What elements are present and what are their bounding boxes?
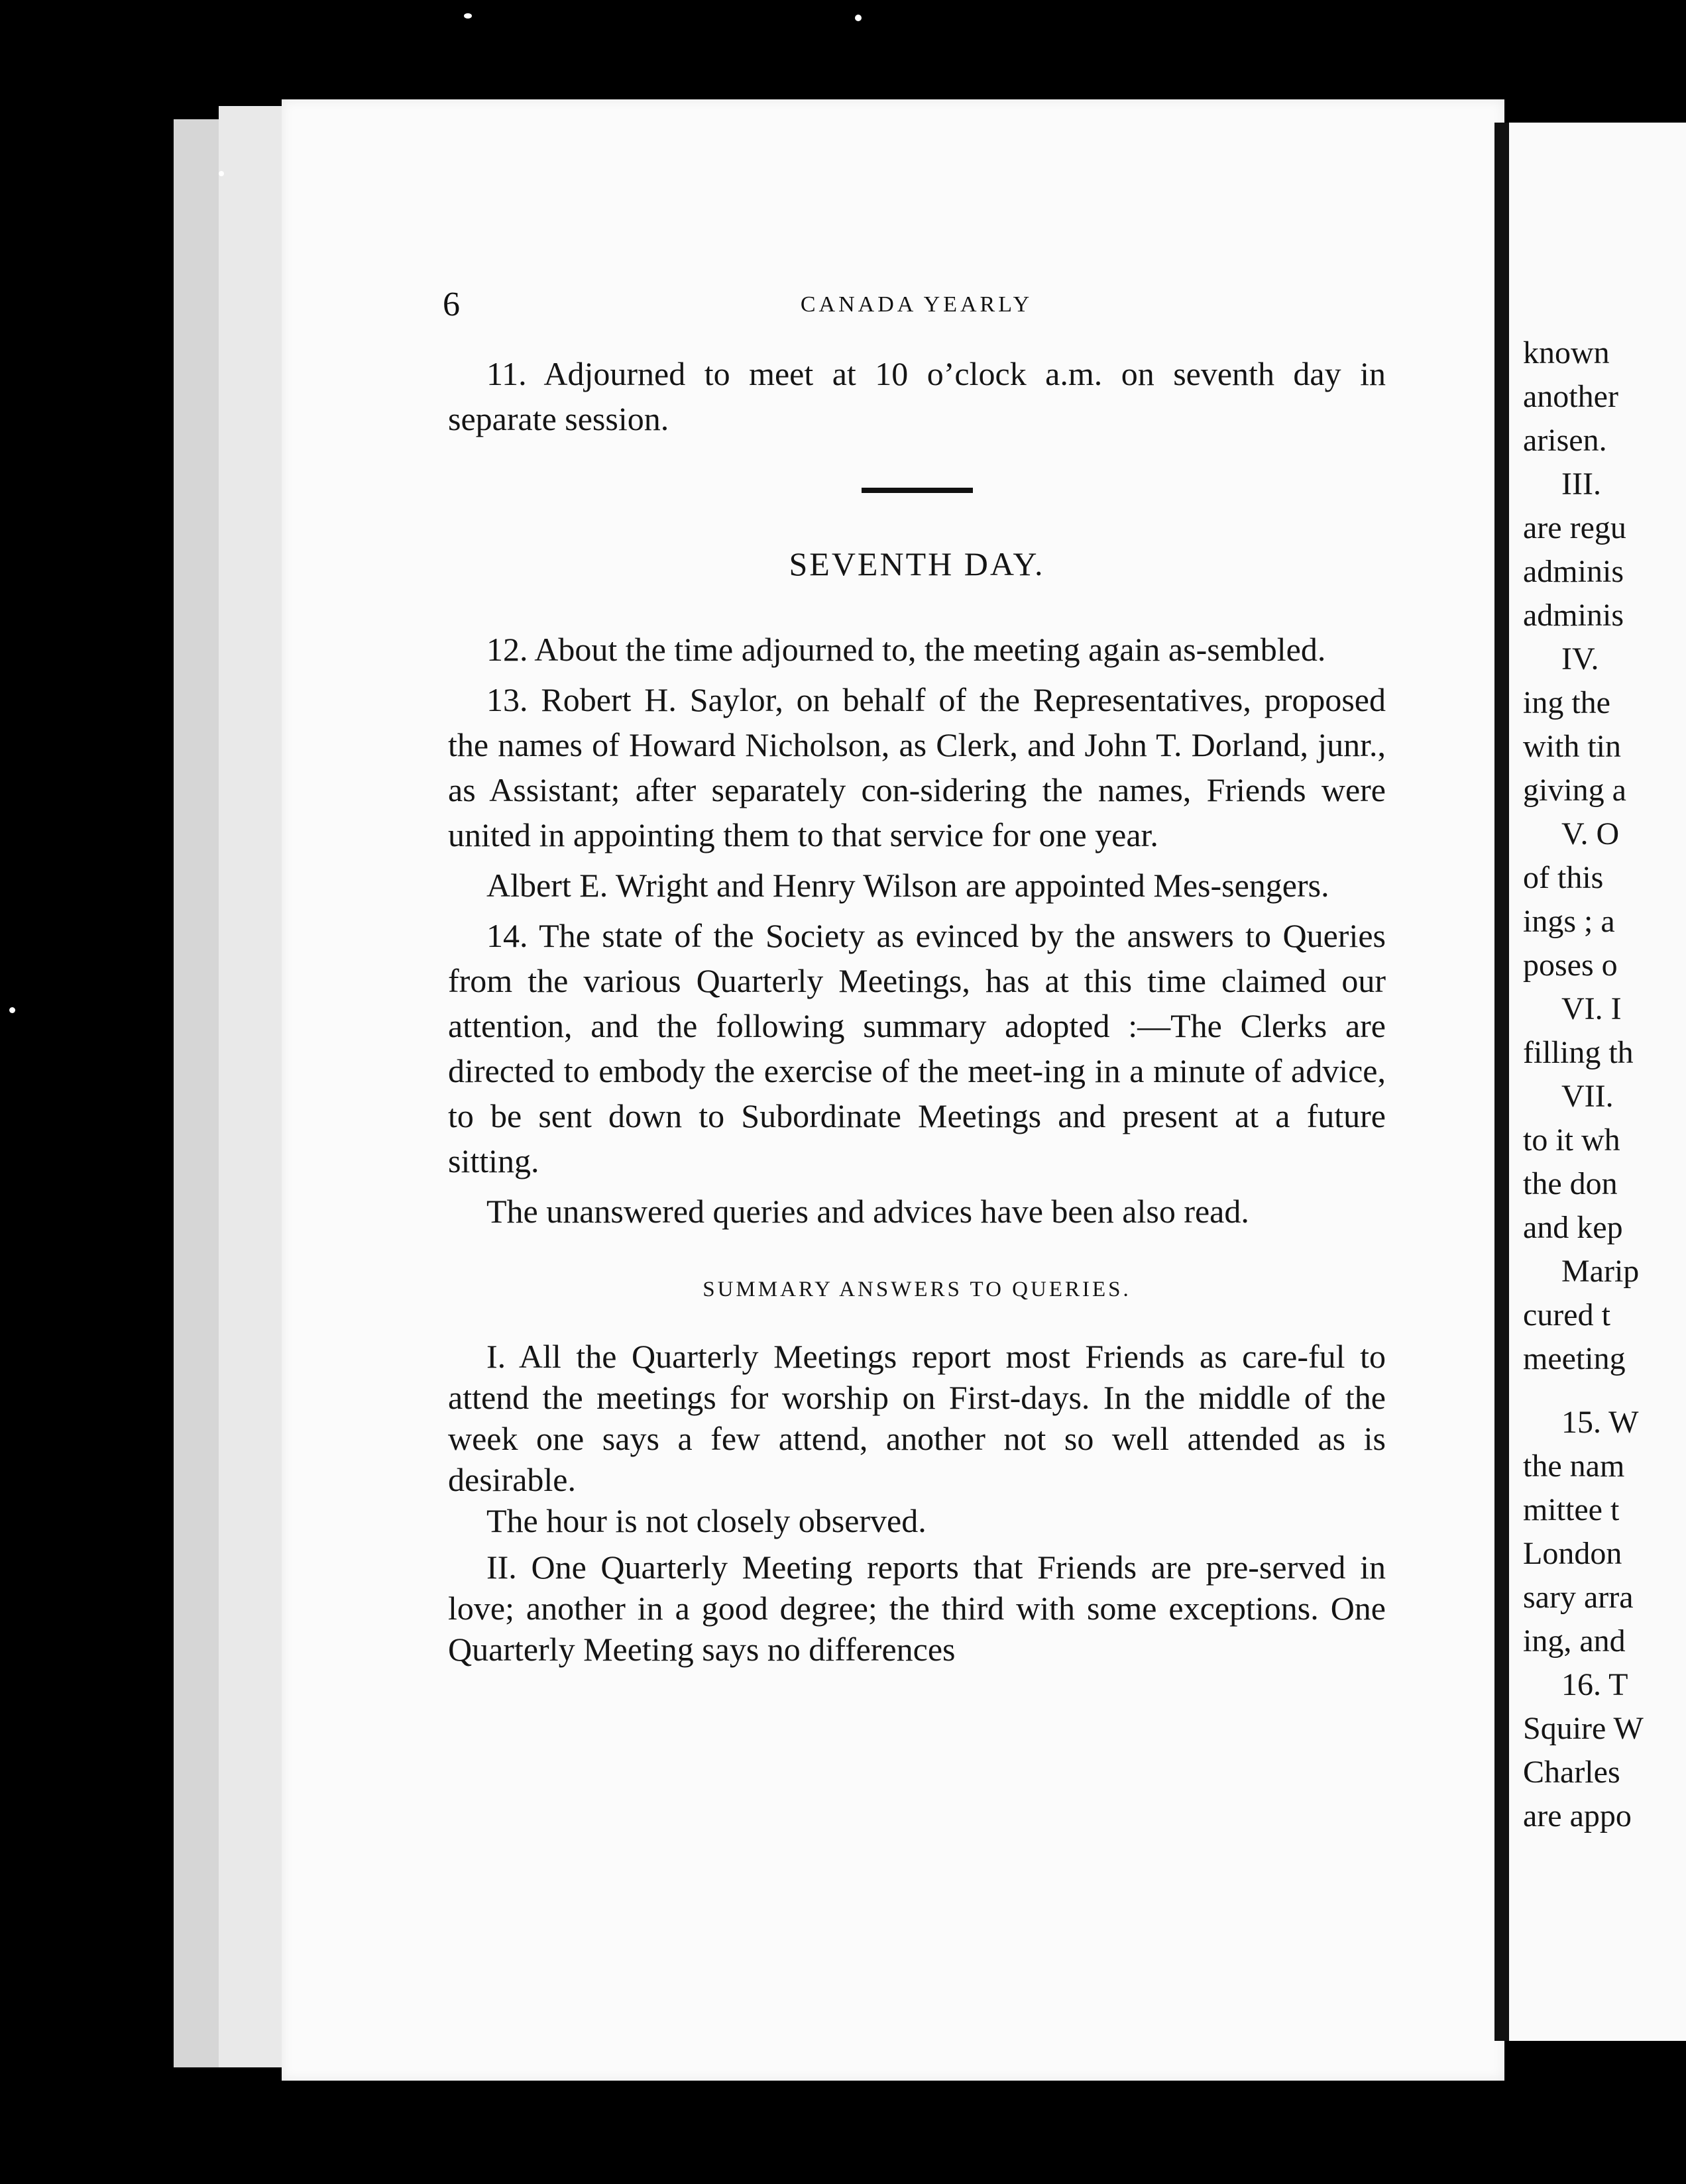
right-line: 16. T <box>1561 1667 1628 1702</box>
right-line: are appo <box>1523 1798 1632 1833</box>
right-line: VI. I <box>1561 991 1622 1026</box>
section-rule <box>862 488 973 493</box>
section-heading: SEVENTH DAY. <box>789 545 1045 582</box>
running-head <box>443 282 1390 328</box>
right-line: the nam <box>1523 1448 1625 1484</box>
minute-13-messengers: Albert E. Wright and Henry Wilson are appointed Mes-sengers. <box>486 867 1329 904</box>
right-line: Squire W <box>1523 1711 1644 1746</box>
right-line: V. O <box>1561 816 1620 851</box>
dust-speck <box>855 15 862 21</box>
right-line: to it wh <box>1523 1122 1620 1158</box>
right-line: filling th <box>1523 1035 1634 1070</box>
dust-speck <box>219 171 224 176</box>
minute-14: 14. The state of the Society as evinced by the answers to Queries from the various Quarterly Meetings, has at this time claimed our attention, and the following summary adopted :—The Clerks are directed to embody the exercise of the meet-ing in a minute of advice, to be sent down to Subordinate Meetings and present at a future sitting. <box>448 917 1386 1179</box>
right-line: meeting <box>1523 1341 1626 1376</box>
right-line: ings ; a <box>1523 904 1615 939</box>
right-line: poses o <box>1523 948 1618 983</box>
minute-11: 11. Adjourned to meet at 10 o’clock a.m. on seventh day in separate session. <box>448 355 1386 437</box>
right-page-cropped-text <box>1523 331 1686 1838</box>
query-answer-2: II. One Quarterly Meeting reports that Friends are pre-served in love; another in a good degree; the third with some exceptions. One Quarterly Meeting says no differences <box>448 1549 1386 1668</box>
right-line: London <box>1523 1536 1622 1571</box>
right-line: VII. <box>1561 1079 1614 1114</box>
right-line: ing the <box>1523 685 1610 720</box>
right-line: cured t <box>1523 1297 1610 1333</box>
right-line: ing, and <box>1523 1623 1626 1659</box>
right-line: are regu <box>1523 510 1626 545</box>
page-number: 6 <box>443 286 460 323</box>
minute-13: 13. Robert H. Saylor, on behalf of the Representatives, proposed the names of Howard Nicholson, as Clerk, and John T. Dorland, junr., as Assistant; after separately con-sidering the names, Friends were united in appointing them to that service for one year. <box>448 681 1386 853</box>
right-line: mittee t <box>1523 1492 1620 1527</box>
right-line: Charles <box>1523 1755 1620 1790</box>
dust-speck <box>9 1007 15 1013</box>
right-line: IV. <box>1561 641 1599 677</box>
right-line: adminis <box>1523 598 1624 633</box>
left-page-text <box>448 351 1386 1670</box>
minute-12: 12. About the time adjourned to, the meeting again as-sembled. <box>486 631 1326 668</box>
right-line: III. <box>1561 466 1601 502</box>
summary-heading: SUMMARY ANSWERS TO QUERIES. <box>702 1278 1131 1301</box>
query-answer-1: I. All the Quarterly Meetings report most Friends as care-ful to attend the meetings for worship on First-days. In the middle of the week one says a few attend, another not so well attended as is desirable. <box>448 1338 1386 1498</box>
right-line: Marip <box>1561 1254 1640 1289</box>
book-gutter <box>1494 123 1509 2041</box>
right-line: the don <box>1523 1166 1618 1201</box>
running-title: CANADA YEARLY <box>800 292 1033 317</box>
right-line: of this <box>1523 860 1604 895</box>
right-line: arisen. <box>1523 423 1607 458</box>
right-line: sary arra <box>1523 1580 1634 1615</box>
dust-speck <box>464 13 472 19</box>
right-line: giving a <box>1523 773 1626 808</box>
right-line: 15. W <box>1561 1405 1639 1440</box>
right-line: adminis <box>1523 554 1624 589</box>
right-line: and kep <box>1523 1210 1623 1245</box>
minute-14-queries-read: The unanswered queries and advices have been also read. <box>486 1193 1249 1230</box>
right-line: with tin <box>1523 729 1622 764</box>
query-answer-1-hour: The hour is not closely observed. <box>486 1502 927 1539</box>
right-line: another <box>1523 379 1618 414</box>
right-line: known <box>1523 335 1610 370</box>
